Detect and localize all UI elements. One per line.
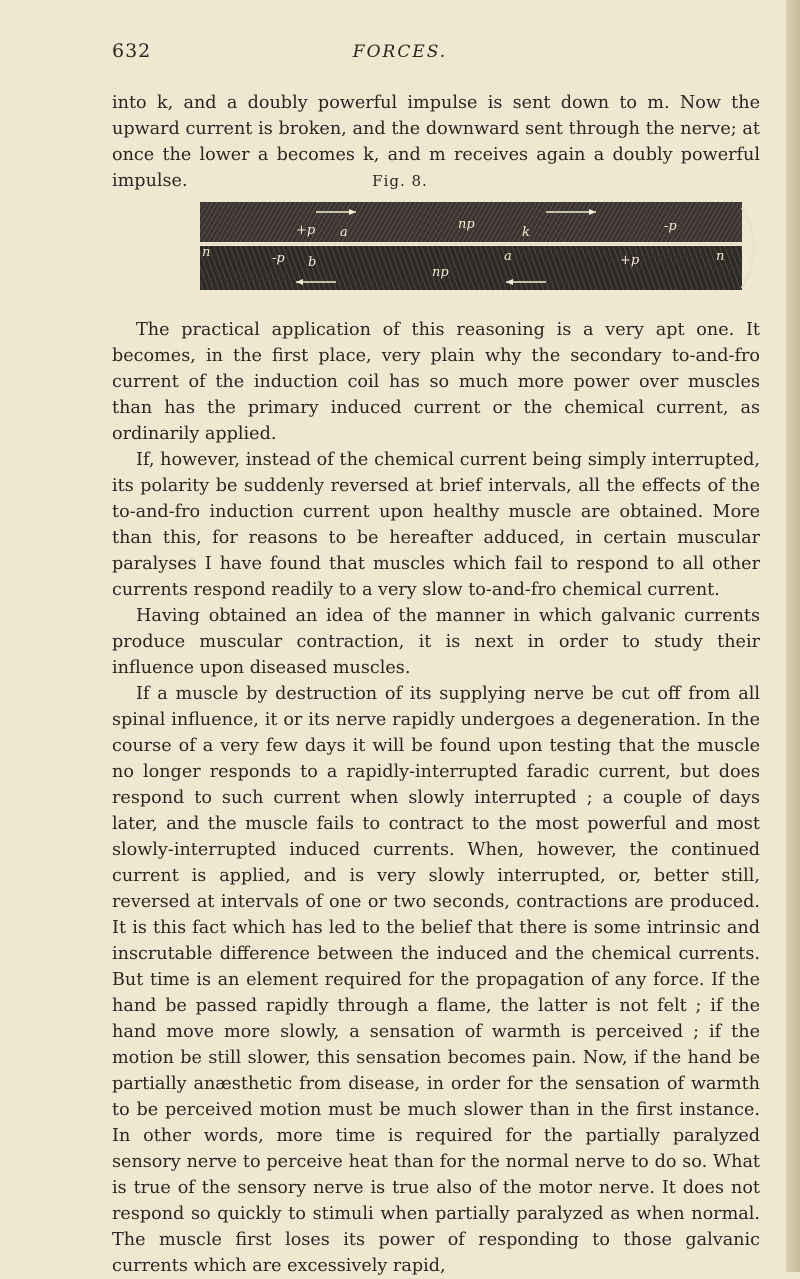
- label-bottom-right-n: n: [716, 249, 725, 264]
- paragraph: If, however, instead of the chemical current being simply interrupted, its polarity be suddenly reversed at brief intervals, all the effects of the to-and-fro induction current upon healthy muscle are obtained. More than this, for reasons to be hereafter adduced, in certain muscular paralyses I have found that muscles which fail to respond to all other currents respond readily to a very slow to-and-fro chemical current.: [112, 450, 760, 600]
- label-bottom-left-n: n: [202, 245, 211, 260]
- label-bottom-left-sign: -p: [272, 251, 285, 266]
- label-top-mid: np: [458, 217, 475, 232]
- label-top-left-sign: +p: [296, 223, 316, 238]
- paragraph: The practical application of this reasoning is a very apt one. It becomes, in the first place, very plain why the secondary to-and-fro current of the induction coil has so much more power over muscles than has the primary induced current or the chemical current, as ordinarily applied.: [112, 320, 760, 444]
- loop-curve: [742, 208, 754, 288]
- page-header: [0, 40, 800, 76]
- label-bottom-mid: np: [432, 265, 449, 280]
- text-block-body: [112, 317, 760, 1279]
- figure-caption: Fig. 8.: [372, 172, 428, 190]
- paragraph: If a muscle by destruction of its supplying nerve be cut off from all spinal influence, it or its nerve rapidly undergoes a degeneration. In the course of a very few days it will be found upon testing that the muscle no longer responds to a rapidly-interrupted faradic current, but does respond to such current when slowly interrupted ; a couple of days later, and the muscle fails to contract to the most powerful and most slowly-interrupted induced currents. When, however, the continued current is applied, and is very slowly interrupted, or, better still, reversed at intervals of one or two seconds, contractions are produced. It is this fact which has led to the belief that there is some intrinsic and inscrutable difference between the induced and the chemical currents. But time is an element required for the propagation of any force. If the hand be passed rapidly through a flame, the latter is not felt ; if the hand move more slowly, a sensation of warmth is perceived ; if the motion be still slower, this sensation becomes pain. Now, if the hand be partially anæsthetic from disease, in order for the sensation of warmth to be perceived motion must be much slower than in the first instance. In other words, more time is required for the partially paralyzed sensory nerve to perceive heat than for the normal nerve to do so. What is true of the sensory nerve is true also of the motor nerve. It does not respond so quickly to stimuli when partially paralyzed as when normal. The muscle first loses its power of responding to those galvanic currents which are excessively rapid,: [112, 684, 760, 1276]
- paragraph: Having obtained an idea of the manner in which galvanic currents produce muscular contraction, it is next in order to study their influence upon diseased muscles.: [112, 606, 760, 678]
- label-top-right-sign: -p: [664, 219, 677, 234]
- page-number: 632: [112, 40, 152, 62]
- label-top-right-letter: k: [522, 225, 530, 240]
- running-head: FORCES.: [352, 42, 448, 62]
- label-bottom-left-letter: b: [308, 255, 317, 270]
- figure-8-diagram: [196, 198, 768, 294]
- paragraph: into k, and a doubly powerful impulse is sent down to m. Now the upward current is broken, and the downward sent through the nerve; at once the lower a becomes k, and m receives again a doubly powerful impulse.: [112, 93, 760, 191]
- label-top-left-letter: a: [340, 225, 348, 240]
- label-bottom-right-sign: +p: [620, 253, 640, 268]
- page-edge: [786, 0, 800, 1272]
- label-bottom-right-letter: a: [504, 249, 512, 264]
- figure-8-svg: [196, 198, 768, 294]
